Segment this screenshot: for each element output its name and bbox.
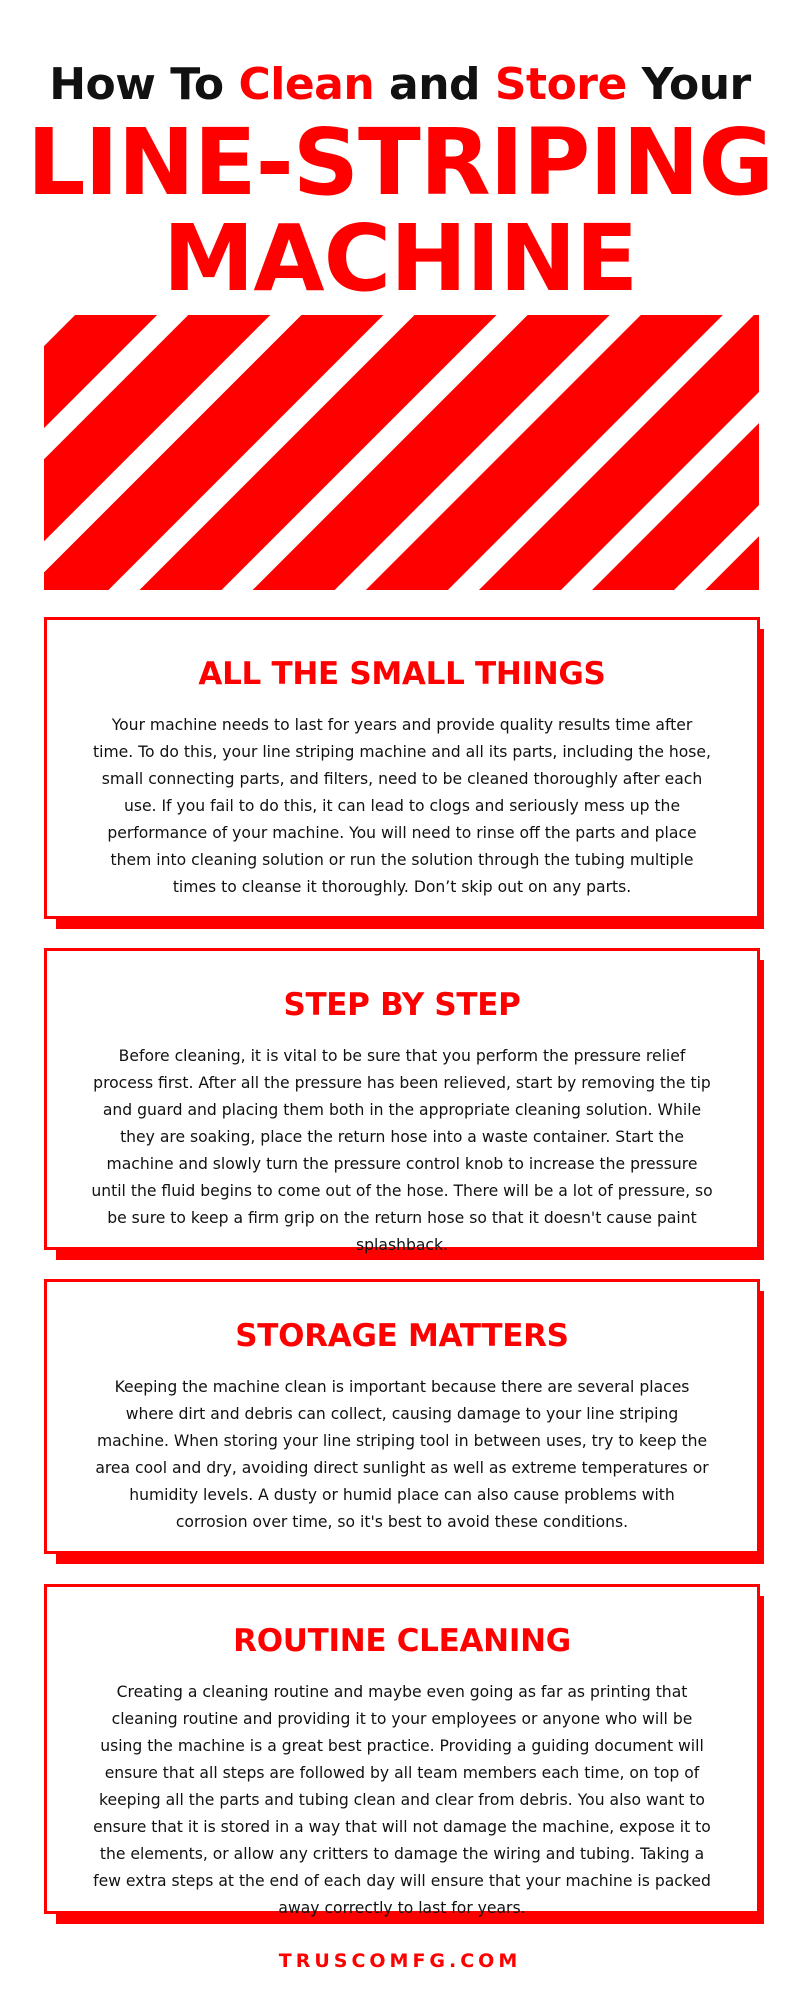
title-line-2: LINE-STRIPING <box>26 109 774 216</box>
section-card-small-things <box>44 617 760 919</box>
title-line-1 <box>0 55 800 115</box>
card-body <box>44 948 760 1254</box>
card-body <box>44 617 760 919</box>
footer-site-link[interactable]: TRUSCOMFG.COM <box>278 1950 522 1972</box>
title-text: How To <box>49 59 239 110</box>
section-title: STORAGE MATTERS <box>235 1318 569 1354</box>
section-text: Keeping the machine clean is important because there are several places where dirt and debris can collect, causing damage to your line striping machine. When storing your line striping tool in between uses, try to keep the area cool and dry, avoiding direct sunlight as well as extreme temperatures or humidity levels. A dusty or humid place can also cause problems with corrosion over time, so it's best to avoid these conditions. <box>95 1378 709 1531</box>
section-card-step-by-step <box>44 948 760 1254</box>
section-text: Your machine needs to last for years and provide quality results time after time. To do this, your line striping machine and all its parts, including the hose, small connecting parts, and filters, need to be cleaned thoroughly after each use. If you fail to do this, it can lead to clogs and seriously mess up the performance of your machine. You will need to rinse off the parts and place them into cleaning solution or run the solution through the tubing multiple times to cleanse it thoroughly. Don’t skip out on any parts. <box>93 716 711 896</box>
title-accent-store: Store <box>494 59 627 110</box>
section-card-routine-cleaning <box>44 1584 760 1917</box>
section-card-storage-matters <box>44 1279 760 1554</box>
section-text: Before cleaning, it is vital to be sure that you perform the pressure relief process first. After all the pressure has been relieved, start by removing the tip and guard and placing them both in the appropriate cleaning solution. While they are soaking, place the return hose into a waste container. Start the machine and slowly turn the pressure control knob to increase the pressure until the fluid begins to come out of the hose. There will be a lot of pressure, so be sure to keep a firm grip on the return hose so that it doesn't cause paint splashback. <box>91 1047 713 1254</box>
title-text: and <box>374 59 495 110</box>
striped-banner <box>44 315 759 590</box>
section-title: ALL THE SMALL THINGS <box>198 656 606 692</box>
section-text: Creating a cleaning routine and maybe even going as far as printing that cleaning routine and providing it to your employees or anyone who will be using the machine is a great best practice. Providing a guiding document will ensure that all steps are followed by all team members each time, on top of keeping all the parts and tubing clean and clear from debris. You also want to ensure that it is stored in a way that will not damage the machine, expose it to the elements, or allow any critters to damage the wiring and tubing. Taking a few extra steps at the end of each day will ensure that your machine is packed away correctly to last for years. <box>93 1683 711 1917</box>
title-text: Your <box>626 59 751 110</box>
section-title: STEP BY STEP <box>283 987 521 1023</box>
title-line-3: MACHINE <box>162 205 638 312</box>
title-accent-clean: Clean <box>238 59 375 110</box>
page-header <box>0 55 800 312</box>
diagonal-stripes-graphic <box>44 315 759 590</box>
card-body <box>44 1279 760 1554</box>
section-title: ROUTINE CLEANING <box>233 1623 571 1659</box>
card-body <box>44 1584 760 1917</box>
